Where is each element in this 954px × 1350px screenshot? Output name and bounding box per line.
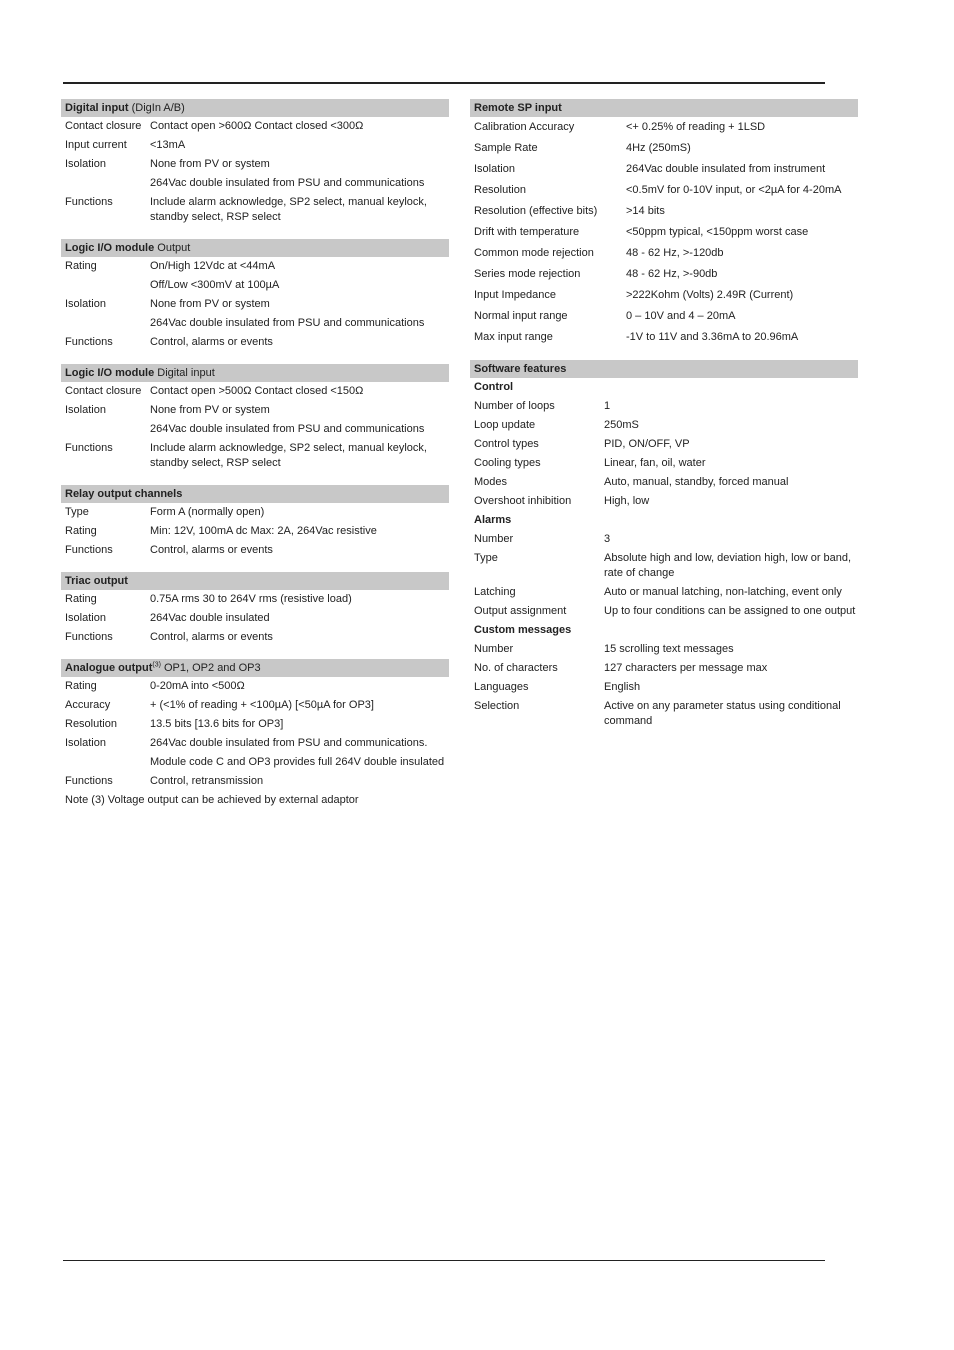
spec-row <box>470 159 858 180</box>
spec-label: Contact closure <box>65 120 142 132</box>
section-header <box>470 360 858 378</box>
spec-value: Off/Low <300mV at 100µA <box>150 279 280 291</box>
spec-row <box>470 697 858 731</box>
spec-row <box>61 753 449 772</box>
spec-label: Contact closure <box>65 385 142 397</box>
spec-value: Up to four conditions can be assigned to one output <box>604 605 856 617</box>
spec-value: 127 characters per message max <box>604 662 768 674</box>
spec-value: Control, retransmission <box>150 775 264 787</box>
spec-value: 264Vac double insulated <box>150 612 270 624</box>
section-header <box>61 572 449 590</box>
spec-row <box>61 333 449 352</box>
spec-value: 264Vac double insulated from PSU and communications. <box>150 737 428 749</box>
spec-label: Sample Rate <box>474 142 538 154</box>
spec-label: Isolation <box>474 163 515 175</box>
spec-label: Number <box>474 643 514 655</box>
section-title: Software features <box>474 363 567 375</box>
spec-label: Output assignment <box>474 605 567 617</box>
spec-label: Drift with temperature <box>474 226 580 238</box>
spec-label: Selection <box>474 700 520 712</box>
spec-label: Normal input range <box>474 310 568 322</box>
spec-label: Isolation <box>65 612 106 624</box>
subsection-heading: Control <box>474 381 514 393</box>
section-title: Remote SP input <box>474 102 562 114</box>
spec-value: 48 - 62 Hz, >-120db <box>626 247 724 259</box>
spec-row <box>61 696 449 715</box>
spec-section-logic-io-digital-input <box>61 364 449 473</box>
spec-label <box>65 176 150 191</box>
spec-label: Resolution <box>65 718 117 730</box>
footnote: Note (3) Voltage output can be achieved by external adaptor <box>65 794 359 806</box>
section-title: Relay output channels <box>65 488 183 500</box>
spec-row <box>470 138 858 159</box>
section-subtitle: Output <box>157 242 191 254</box>
section-header <box>61 485 449 503</box>
section-title: Logic I/O module <box>65 242 155 254</box>
spec-row <box>61 276 449 295</box>
spec-value: None from PV or system <box>150 158 270 170</box>
spec-row <box>61 314 449 333</box>
spec-value: >14 bits <box>626 205 665 217</box>
spec-row <box>61 257 449 276</box>
spec-label: Loop update <box>474 419 536 431</box>
spec-label: Functions <box>65 775 113 787</box>
spec-row <box>470 583 858 602</box>
spec-label <box>65 316 150 331</box>
right-column <box>470 99 858 743</box>
spec-label: Calibration Accuracy <box>474 121 575 133</box>
spec-row <box>61 522 449 541</box>
spec-label: Max input range <box>474 331 553 343</box>
spec-row <box>470 678 858 697</box>
spec-value: Form A (normally open) <box>150 506 265 518</box>
spec-value: 264Vac double insulated from PSU and communications <box>150 423 425 435</box>
spec-value: Active on any parameter status using conditional command <box>604 700 841 727</box>
section-header <box>61 99 449 117</box>
spec-row <box>470 435 858 454</box>
spec-label: Latching <box>474 586 516 598</box>
bottom-rule <box>63 1260 825 1261</box>
spec-section-logic-io-output <box>61 239 449 352</box>
section-header <box>61 364 449 382</box>
spec-label <box>65 278 150 293</box>
spec-value: None from PV or system <box>150 404 270 416</box>
spec-label: Overshoot inhibition <box>474 495 572 507</box>
spec-section-triac-output <box>61 572 449 647</box>
spec-value: 0.75A rms 30 to 264V rms (resistive load) <box>150 593 352 605</box>
spec-row <box>61 174 449 193</box>
spec-value: Absolute high and low, deviation high, low or band, rate of change <box>604 552 852 579</box>
spec-label: Isolation <box>65 298 106 310</box>
spec-value: Include alarm acknowledge, SP2 select, manual keylock, standby select, RSP select <box>150 196 427 223</box>
spec-section-relay-output <box>61 485 449 560</box>
spec-row <box>470 243 858 264</box>
spec-row <box>470 264 858 285</box>
spec-value: Auto, manual, standby, forced manual <box>604 476 789 488</box>
spec-label: Functions <box>65 336 113 348</box>
spec-value: Module code C and OP3 provides full 264V double insulated <box>150 756 445 768</box>
spec-label: Isolation <box>65 158 106 170</box>
spec-row <box>61 503 449 522</box>
spec-row <box>61 590 449 609</box>
spec-value: Include alarm acknowledge, SP2 select, manual keylock, standby select, RSP select <box>150 442 427 469</box>
subsection-heading: Alarms <box>474 514 512 526</box>
spec-value: 264Vac double insulated from PSU and communications <box>150 177 425 189</box>
spec-section-software-features <box>470 360 858 731</box>
spec-value: Contact open >500Ω Contact closed <150Ω <box>150 385 364 397</box>
section-title: Analogue output <box>65 662 153 674</box>
spec-section-remote-sp-input <box>470 99 858 348</box>
spec-row <box>470 117 858 138</box>
section-title: Triac output <box>65 575 128 587</box>
section-subtitle: Digital input <box>157 367 215 379</box>
section-subtitle: (DigIn A/B) <box>131 102 185 114</box>
spec-row <box>61 193 449 227</box>
spec-label: Type <box>65 506 89 518</box>
spec-value: Auto or manual latching, non-latching, event only <box>604 586 842 598</box>
top-rule <box>63 82 825 84</box>
spec-label: Languages <box>474 681 529 693</box>
spec-value: Control, alarms or events <box>150 544 273 556</box>
spec-row <box>470 306 858 327</box>
spec-label: Input Impedance <box>474 289 556 301</box>
spec-row <box>470 492 858 511</box>
spec-label: Rating <box>65 593 97 605</box>
spec-label: Resolution <box>474 184 526 196</box>
spec-row <box>470 659 858 678</box>
spec-value: On/High 12Vdc at <44mA <box>150 260 276 272</box>
spec-row <box>61 609 449 628</box>
spec-row <box>470 397 858 416</box>
section-header <box>61 659 449 677</box>
spec-value: English <box>604 681 641 693</box>
spec-row <box>470 602 858 621</box>
spec-value: -1V to 11V and 3.36mA to 20.96mA <box>626 331 799 343</box>
spec-row <box>470 549 858 583</box>
spec-label: Functions <box>65 196 113 208</box>
section-header <box>470 99 858 117</box>
spec-value: Min: 12V, 100mA dc Max: 2A, 264Vac resistive <box>150 525 377 537</box>
spec-row <box>61 677 449 696</box>
spec-row <box>61 420 449 439</box>
spec-label: Control types <box>474 438 539 450</box>
spec-row <box>470 222 858 243</box>
spec-value: 250mS <box>604 419 639 431</box>
spec-row <box>470 416 858 435</box>
spec-row <box>470 285 858 306</box>
spec-row <box>61 295 449 314</box>
spec-value: <0.5mV for 0-10V input, or <2µA for 4-20mA <box>626 184 842 196</box>
spec-value: 15 scrolling text messages <box>604 643 734 655</box>
spec-row <box>470 327 858 348</box>
spec-value: 48 - 62 Hz, >-90db <box>626 268 718 280</box>
section-title: Digital input <box>65 102 129 114</box>
spec-value: Control, alarms or events <box>150 631 273 643</box>
spec-value: None from PV or system <box>150 298 270 310</box>
spec-row <box>61 155 449 174</box>
subsection-heading: Custom messages <box>474 624 572 636</box>
spec-row <box>61 401 449 420</box>
spec-row <box>61 136 449 155</box>
spec-label: Functions <box>65 544 113 556</box>
spec-value: 0-20mA into <500Ω <box>150 680 245 692</box>
spec-row <box>61 715 449 734</box>
section-header <box>61 239 449 257</box>
spec-label: Series mode rejection <box>474 268 581 280</box>
spec-label: Resolution (effective bits) <box>474 205 598 217</box>
spec-value: >222Kohm (Volts) 2.49R (Current) <box>626 289 794 301</box>
spec-label: No. of characters <box>474 662 558 674</box>
spec-row <box>470 454 858 473</box>
spec-value: 4Hz (250mS) <box>626 142 691 154</box>
spec-row <box>61 117 449 136</box>
spec-value: High, low <box>604 495 650 507</box>
spec-label: Functions <box>65 631 113 643</box>
spec-value: 3 <box>604 533 611 545</box>
spec-label: Isolation <box>65 404 106 416</box>
spec-row <box>61 772 449 791</box>
spec-label <box>65 422 150 437</box>
spec-row <box>61 628 449 647</box>
spec-value: + (<1% of reading + <100µA) [<50µA for OP3] <box>150 699 374 711</box>
spec-label: Rating <box>65 260 97 272</box>
section-subtitle: OP1, OP2 and OP3 <box>164 662 261 674</box>
footnote-marker: (3) <box>152 661 161 669</box>
left-column <box>61 99 449 822</box>
spec-row <box>470 640 858 659</box>
spec-value: Contact open >600Ω Contact closed <300Ω <box>150 120 364 132</box>
spec-row <box>470 530 858 549</box>
section-title: Logic I/O module <box>65 367 155 379</box>
spec-row <box>61 382 449 401</box>
spec-value: 13.5 bits [13.6 bits for OP3] <box>150 718 284 730</box>
spec-label: Rating <box>65 525 97 537</box>
spec-label: Common mode rejection <box>474 247 594 259</box>
spec-value: 1 <box>604 400 611 412</box>
spec-value: <13mA <box>150 139 186 151</box>
spec-section-digital-input <box>61 99 449 227</box>
spec-value: <+ 0.25% of reading + 1LSD <box>626 121 766 133</box>
spec-label: Cooling types <box>474 457 541 469</box>
spec-label: Input current <box>65 139 127 151</box>
spec-row <box>470 180 858 201</box>
spec-label: Modes <box>474 476 508 488</box>
spec-value: Linear, fan, oil, water <box>604 457 706 469</box>
spec-value: Control, alarms or events <box>150 336 273 348</box>
spec-value: <50ppm typical, <150ppm worst case <box>626 226 809 238</box>
spec-label: Type <box>474 552 498 564</box>
spec-label: Accuracy <box>65 699 111 711</box>
spec-value: 264Vac double insulated from PSU and communications <box>150 317 425 329</box>
spec-label: Isolation <box>65 737 106 749</box>
spec-value: PID, ON/OFF, VP <box>604 438 690 450</box>
spec-value: 264Vac double insulated from instrument <box>626 163 826 175</box>
spec-label: Number of loops <box>474 400 555 412</box>
spec-value: 0 – 10V and 4 – 20mA <box>626 310 736 322</box>
spec-row <box>470 201 858 222</box>
spec-label: Functions <box>65 442 113 454</box>
spec-row <box>61 541 449 560</box>
spec-section-analogue-output <box>61 659 449 810</box>
spec-label <box>65 755 150 770</box>
spec-row <box>61 734 449 753</box>
spec-label: Rating <box>65 680 97 692</box>
spec-row <box>61 439 449 473</box>
spec-label: Number <box>474 533 514 545</box>
spec-row <box>470 473 858 492</box>
